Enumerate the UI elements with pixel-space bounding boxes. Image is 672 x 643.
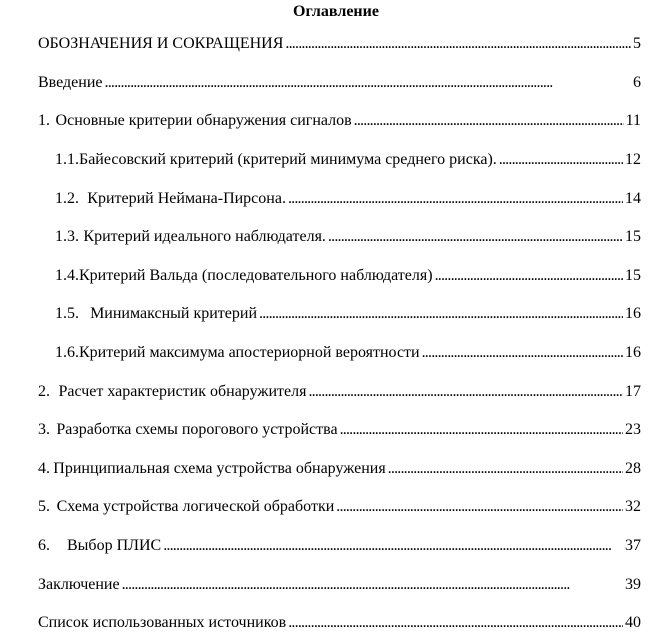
toc-entry-number: 1. (38, 112, 50, 130)
table-of-contents (0, 25, 672, 643)
toc-entry-number: 3. (38, 421, 50, 439)
toc-entry[interactable] (0, 450, 672, 489)
toc-entry-page: 16 (625, 344, 641, 362)
dot-leader (285, 35, 631, 53)
dot-leader (288, 614, 623, 632)
toc-entry-label: Список использованных источников (38, 614, 287, 632)
dot-leader (422, 344, 623, 362)
dot-leader (308, 383, 623, 401)
toc-entry-number: 6. (38, 537, 50, 555)
toc-entry[interactable] (0, 488, 672, 527)
toc-entry-page: 28 (625, 459, 641, 477)
dot-leader (163, 537, 623, 555)
toc-entry-label: Разработка схемы порогового устройства (56, 421, 338, 439)
toc-entry-page: 14 (625, 189, 641, 207)
toc-entry-page: 12 (625, 151, 641, 169)
toc-entry-label: Критерий Неймана-Пирсона. (87, 189, 286, 207)
toc-entry-page: 40 (625, 614, 641, 632)
toc-entry-page: 15 (625, 228, 641, 246)
toc-entry-page: 23 (625, 421, 641, 439)
toc-entry-number: 5. (38, 498, 50, 516)
toc-entry-number: 1.2. (55, 189, 79, 207)
dot-leader (388, 460, 623, 478)
toc-entry[interactable] (0, 218, 672, 257)
toc-entry-page: 15 (625, 266, 641, 284)
dot-leader (435, 267, 623, 285)
toc-entry-label: Основные критерии обнаружения сигналов (55, 112, 352, 130)
toc-entry-label: Схема устройства логической обработки (56, 498, 335, 516)
toc-entry[interactable] (0, 141, 672, 180)
toc-entry[interactable] (0, 334, 672, 373)
toc-entry-label: Критерий Вальда (последовательного наблюдателя) (79, 266, 433, 284)
toc-entry-number: 2. (38, 382, 50, 400)
toc-entry-number: 1.6. (55, 344, 79, 362)
toc-entry[interactable] (0, 25, 672, 64)
toc-entry[interactable] (0, 179, 672, 218)
dot-leader (328, 228, 623, 246)
dot-leader (340, 421, 623, 439)
toc-entry[interactable] (0, 565, 672, 604)
toc-entry[interactable] (0, 604, 672, 643)
toc-entry-label: Выбор ПЛИС (67, 537, 162, 555)
toc-entry[interactable] (0, 102, 672, 141)
toc-entry[interactable] (0, 372, 672, 411)
toc-entry-number: 1.5. (55, 305, 79, 323)
toc-entry-page: 32 (625, 498, 641, 516)
toc-entry[interactable] (0, 295, 672, 334)
toc-entry-label: ОБОЗНАЧЕНИЯ И СОКРАЩЕНИЯ (38, 35, 284, 53)
dot-leader (122, 576, 623, 594)
toc-entry-page: 6 (633, 73, 641, 91)
dot-leader (105, 74, 632, 92)
toc-entry[interactable] (0, 64, 672, 103)
dot-leader (259, 305, 623, 323)
dot-leader (354, 112, 624, 130)
toc-entry-page: 5 (633, 35, 641, 53)
dot-leader (499, 151, 623, 169)
toc-entry-page: 37 (625, 537, 641, 555)
toc-entry-number: 1.4. (55, 266, 79, 284)
toc-entry-label: Критерий максимума апостериорной вероятности (79, 344, 420, 362)
toc-entry-label: Принципиальная схема устройства обнаружения (53, 459, 386, 477)
toc-entry-label: Минимаксный критерий (90, 305, 257, 323)
toc-entry-page: 16 (625, 305, 641, 323)
toc-title: Оглавление (293, 3, 379, 20)
toc-entry-label: Байесовский критерий (критерий минимума среднего риска). (79, 151, 497, 169)
toc-entry-number: 1.1. (55, 151, 79, 169)
toc-entry-label: Заключение (38, 575, 120, 593)
toc-entry[interactable] (0, 257, 672, 296)
toc-entry-page: 17 (625, 382, 641, 400)
toc-entry-page: 39 (625, 575, 641, 593)
toc-entry-number: 1.3. (55, 228, 79, 246)
dot-leader (288, 190, 623, 208)
toc-entry[interactable] (0, 411, 672, 450)
toc-entry[interactable] (0, 527, 672, 566)
toc-entry-label: Расчет характеристик обнаружителя (58, 382, 307, 400)
toc-entry-number: 4. (38, 459, 50, 477)
toc-entry-page: 11 (625, 112, 641, 130)
toc-entry-label: Введение (38, 73, 103, 91)
toc-entry-label: Критерий идеального наблюдателя. (83, 228, 326, 246)
dot-leader (336, 498, 623, 516)
